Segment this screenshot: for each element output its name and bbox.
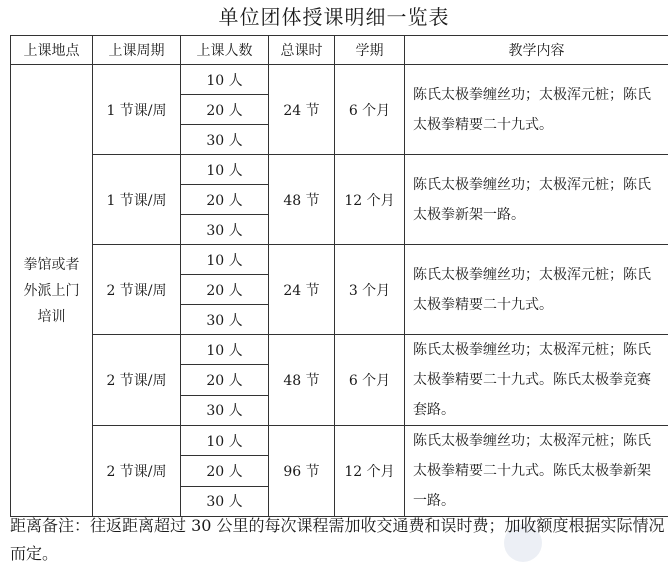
cycle-cell: 2 节课/周	[93, 335, 181, 426]
hours-cell: 24 节	[269, 245, 335, 335]
content-cell: 陈氏太极拳缠丝功；太极浑元桩；陈氏太极拳精要二十九式。	[405, 65, 668, 155]
hours-cell: 24 节	[269, 65, 335, 155]
header-content: 教学内容	[405, 36, 668, 65]
cycle-cell: 1 节课/周	[93, 155, 181, 245]
cycle-cell: 2 节课/周	[93, 245, 181, 335]
people-cell: 30 人	[181, 395, 269, 425]
header-location: 上课地点	[11, 36, 93, 65]
people-cell: 10 人	[181, 155, 269, 185]
people-cell: 20 人	[181, 456, 269, 486]
people-cell: 20 人	[181, 185, 269, 215]
people-cell: 20 人	[181, 365, 269, 395]
hours-cell: 48 节	[269, 335, 335, 426]
header-hours: 总课时	[269, 36, 335, 65]
term-cell: 6 个月	[335, 335, 405, 426]
table-row	[11, 426, 668, 456]
header-cycle: 上课周期	[93, 36, 181, 65]
people-cell: 20 人	[181, 95, 269, 125]
term-cell: 12 个月	[335, 155, 405, 245]
people-cell: 10 人	[181, 335, 269, 365]
table-row	[11, 155, 668, 185]
hours-cell: 48 节	[269, 155, 335, 245]
content-cell: 陈氏太极拳缠丝功；太极浑元桩；陈氏太极拳新架一路。	[405, 155, 668, 245]
distance-note: 距离备注：往返距离超过 30 公里的每次课程需加收交通费和误时费；加收额度根据实际情况而定。	[10, 516, 665, 563]
table-row	[11, 65, 668, 95]
page-title: 单位团体授课明细一览表	[218, 5, 450, 29]
people-cell: 20 人	[181, 275, 269, 305]
people-cell: 30 人	[181, 125, 269, 155]
term-cell: 3 个月	[335, 245, 405, 335]
header-term: 学期	[335, 36, 405, 65]
content-cell: 陈氏太极拳缠丝功；太极浑元桩；陈氏太极拳精要二十九式。陈氏太极拳竞赛套路。	[405, 335, 668, 426]
people-cell: 30 人	[181, 486, 269, 516]
location-cell: 拳馆或者外派上门培训	[11, 65, 93, 517]
term-cell: 12 个月	[335, 426, 405, 517]
term-cell: 6 个月	[335, 65, 405, 155]
table-row	[11, 245, 668, 275]
content-cell: 陈氏太极拳缠丝功；太极浑元桩；陈氏太极拳精要二十九式。	[405, 245, 668, 335]
people-cell: 10 人	[181, 65, 269, 95]
people-cell: 30 人	[181, 215, 269, 245]
people-cell: 10 人	[181, 426, 269, 456]
people-cell: 30 人	[181, 305, 269, 335]
hours-cell: 96 节	[269, 426, 335, 517]
header-row	[11, 36, 668, 65]
cycle-cell: 1 节课/周	[93, 65, 181, 155]
table-row	[11, 335, 668, 365]
people-cell: 10 人	[181, 245, 269, 275]
cycle-cell: 2 节课/周	[93, 426, 181, 517]
content-cell: 陈氏太极拳缠丝功；太极浑元桩；陈氏太极拳精要二十九式。陈氏太极拳新架一路。	[405, 426, 668, 517]
course-table	[10, 35, 668, 517]
header-people: 上课人数	[181, 36, 269, 65]
